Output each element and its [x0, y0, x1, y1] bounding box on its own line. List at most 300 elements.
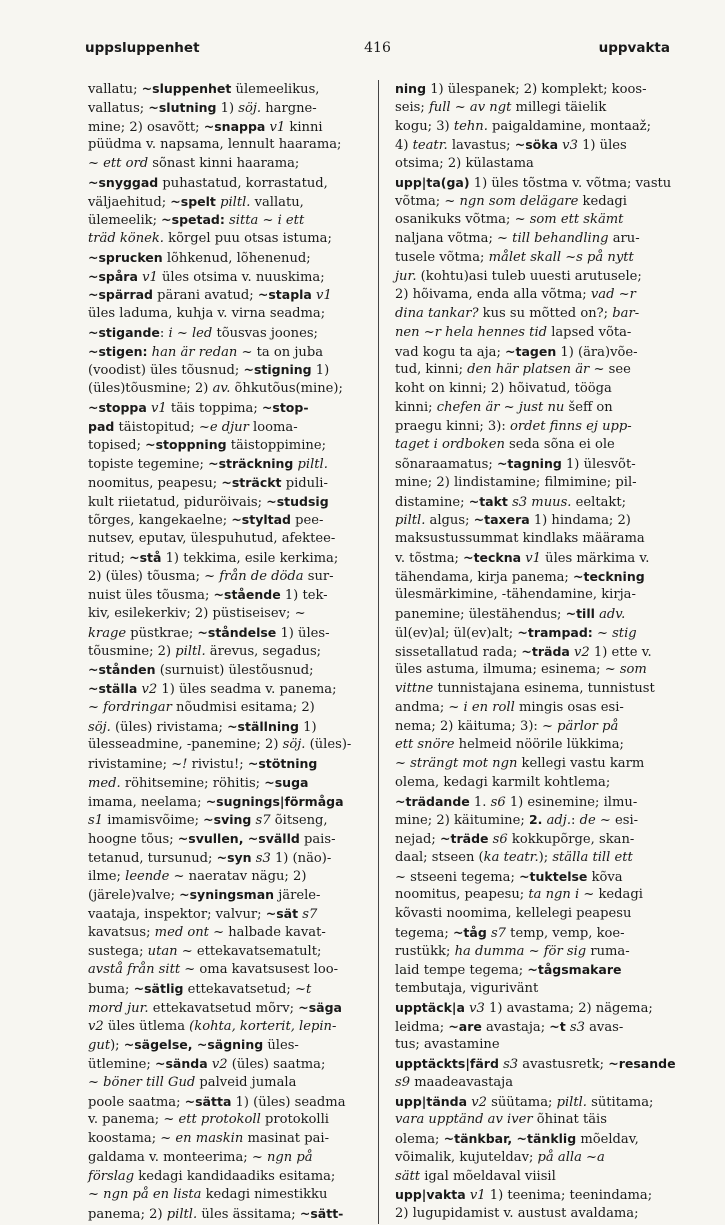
text-line [395, 568, 680, 587]
text-run: kedagi nimestikku [201, 1187, 328, 1203]
text-run: 1) [216, 100, 239, 116]
text-line [88, 249, 370, 268]
text-run: topised; [88, 438, 146, 454]
headword: ~slutning [148, 99, 217, 115]
text-run: sur- [303, 568, 334, 584]
text-line [395, 343, 680, 362]
text-run: mine; 2) osavõtt; [88, 119, 204, 135]
text-run: dina tankar? [395, 306, 479, 321]
text-line [88, 586, 370, 605]
text-line [395, 361, 680, 380]
text-run: mõeldav, [576, 1132, 639, 1147]
text-run: kõrgel puu otsas istuma; [163, 231, 332, 246]
text-line [88, 718, 370, 737]
text-line [395, 380, 680, 399]
text-run: õhinat täis [532, 1112, 607, 1128]
text-line [88, 343, 370, 362]
text-run: piltl. [175, 643, 206, 659]
text-run: üles laduma, kuhja v. virna seadma; [88, 306, 326, 321]
text-line [88, 868, 370, 887]
text-run: s7 [490, 925, 507, 941]
text-run: olema, kedagi karmilt kohtlema; [395, 774, 611, 790]
text-line [88, 1036, 370, 1055]
text-run: ilme; [88, 868, 126, 884]
text-run: piduli- [281, 475, 328, 491]
text-run: 1) (näo)- [270, 850, 332, 866]
text-run: 1. [469, 794, 491, 810]
text-line [88, 211, 370, 230]
text-run: s7 [255, 813, 271, 829]
text-run: üles astuma, ilmuma; esinema; [395, 662, 605, 678]
text-run: 1) üles- [276, 625, 330, 641]
text-run: täis toppima; [166, 400, 262, 416]
text-run: jur. [395, 268, 417, 284]
headword: ~syningsman [179, 887, 275, 903]
text-run: ülemeelik; [88, 213, 162, 229]
text-line [88, 943, 370, 962]
text-run: noomitus, peapesu; [88, 475, 222, 491]
headword: ~trampad: [517, 624, 593, 640]
text-line [395, 230, 680, 249]
text-run: leende ~ [125, 868, 185, 884]
text-line [88, 436, 370, 455]
text-line [395, 305, 680, 324]
text-line [395, 1074, 680, 1093]
text-line [88, 1111, 370, 1130]
text-run: 1) tek- [280, 588, 328, 604]
headword: ~stapla [257, 287, 312, 303]
text-run: järele- [274, 888, 321, 904]
text-run: maadeavastaja [410, 1074, 514, 1090]
text-line [395, 718, 680, 737]
text-line [395, 886, 680, 905]
text-run: ordet finns ej upp- [509, 418, 632, 434]
text-run: piltl. [166, 1207, 198, 1222]
text-line [88, 1074, 370, 1093]
text-line [88, 305, 370, 324]
text-run: üles ütlema [103, 1018, 190, 1034]
text-run: den här platsen är ~ [467, 362, 605, 378]
text-line [395, 174, 680, 193]
text-run: tetanud, tursunud; [88, 850, 217, 866]
text-run: 1) avastama; 2) nägema; [484, 1000, 653, 1016]
text-run: med ont ~ [154, 924, 225, 940]
text-run: tembutaja, vigurivänt [395, 981, 539, 996]
text-run: üles otsima v. nuuskima; [157, 269, 325, 285]
text-run: 1) ülespanek; 2) komplekt; koos- [426, 82, 647, 97]
headword: ~sprucken [88, 249, 163, 265]
headword: ~stående [213, 587, 281, 603]
text-line [88, 1186, 370, 1205]
headword: ~styltad [231, 512, 292, 528]
headword: ~snyggad [88, 174, 159, 190]
text-run: (üles)tõusmine; 2) [88, 381, 213, 396]
text-run: ettekavatsetud mõrv; [148, 1000, 299, 1016]
text-run: ~ ngn som delägare [444, 193, 579, 209]
text-run: ett snöre [395, 737, 455, 753]
headword: ~sätt- [299, 1206, 344, 1221]
text-line [88, 99, 370, 118]
text-line [88, 1130, 370, 1149]
text-line [88, 380, 370, 399]
text-run: hargne- [261, 100, 317, 116]
text-run: kavatsus; [88, 924, 155, 940]
headword: ~sända [155, 1056, 208, 1071]
headword: upptäckts|färd [395, 1056, 499, 1071]
text-run: ta ngn i ~ [528, 887, 595, 903]
text-run: imama, neelama; [88, 794, 206, 810]
text-run: kogu; 3) [395, 118, 454, 134]
text-line [88, 886, 370, 905]
text-run: avastusretk; [518, 1057, 609, 1072]
text-run: üles- [263, 1038, 299, 1054]
text-run: taget i ordboken [395, 437, 505, 453]
text-run: mord jur. [88, 1000, 149, 1016]
headword: ~stigande [88, 324, 160, 340]
text-run: koostama; [88, 1131, 161, 1146]
page-number: 416 [364, 40, 391, 56]
text-run: : [571, 813, 580, 829]
text-run: kinni; [395, 399, 437, 415]
headword: ~sägelse, ~sägning [123, 1037, 264, 1053]
text-run: v1 [269, 119, 286, 135]
running-head-left: uppsluppenhet [85, 40, 200, 56]
text-line [395, 1186, 680, 1205]
text-run: nejad; [395, 832, 441, 847]
text-line [395, 249, 680, 268]
text-run: pais- [299, 832, 336, 847]
text-line [88, 1055, 370, 1074]
text-line [88, 230, 370, 249]
text-run: piltl. [556, 1094, 587, 1110]
text-run: v. panema; [88, 1112, 164, 1128]
text-line [88, 80, 370, 99]
text-run: õhkutõus(mine); [230, 381, 343, 396]
text-line [395, 774, 680, 793]
text-run: söj. [282, 737, 306, 753]
text-line [88, 455, 370, 474]
text-run: ~ böner till Gud [88, 1074, 196, 1090]
text-run: 1) üles tõstma v. võtma; vastu [469, 175, 672, 191]
headword: ~tänkbar, ~tänklig [443, 1131, 577, 1146]
text-run: ta on juba [252, 344, 324, 360]
text-run: osanikuks võtma; [395, 212, 515, 228]
text-line [88, 549, 370, 568]
headword: ~ståndelse [197, 624, 277, 640]
headword: ~stoppning [145, 437, 227, 453]
text-run: i ~ led [168, 325, 213, 341]
text-run: (üles) rivistama; [110, 719, 228, 735]
text-run: röhitsemine; röhitis; [120, 775, 265, 791]
text-run: v2 [141, 682, 158, 697]
text-run: v1 [142, 269, 158, 285]
text-run: süütama; [486, 1094, 557, 1110]
text-run: avstå från sitt ~ [88, 962, 196, 978]
text-run: õitseng, [270, 813, 328, 829]
text-run: piltl. [395, 513, 426, 529]
text-run: ~ till behandling [497, 231, 609, 246]
text-run: kõva [587, 869, 623, 885]
text-run: v. tõstma; [395, 550, 464, 566]
text-line [395, 1111, 680, 1130]
text-run: gut [88, 1038, 111, 1054]
headword: ~sätta [184, 1093, 232, 1109]
text-run: buma; [88, 982, 134, 997]
text-run: 1) (üles) seadma [231, 1094, 346, 1110]
headword: ~t [549, 1018, 566, 1034]
text-run: vad kogu ta aja; [395, 344, 506, 360]
text-run: tus; avastamine [395, 1037, 500, 1053]
headword: ~stoppa [88, 399, 147, 415]
headword: ~stötning [247, 756, 318, 771]
text-run: ettekavatsematult; [192, 943, 322, 959]
headword: ~sträckt [221, 474, 282, 490]
text-run: kedagi [578, 193, 627, 209]
text-run: 1) üles seadma v. panema; [157, 682, 337, 697]
text-run: kellegi vastu karm [517, 756, 645, 771]
text-run: tähendama, kirja panema; [395, 569, 573, 585]
text-line [88, 680, 370, 699]
headword: ~stop- [261, 399, 309, 415]
text-line [395, 1168, 680, 1187]
text-line [88, 418, 370, 437]
headword: ~takt [468, 493, 508, 509]
text-run: otsima; 2) külastama [395, 156, 534, 171]
text-run: v2 [574, 644, 590, 660]
text-run: 1) hindama; 2) [529, 513, 631, 529]
text-line [395, 736, 680, 755]
text-line [395, 1205, 680, 1224]
text-run: med. [88, 775, 121, 791]
text-run: noomitus, peapesu; [395, 887, 529, 903]
text-run: bar- [612, 306, 640, 321]
text-run: tunnistajana esinema, tunnistust [433, 681, 655, 696]
text-line [395, 493, 680, 512]
text-line [88, 830, 370, 849]
text-run: krage [88, 625, 127, 641]
text-line [88, 1168, 370, 1187]
text-run: sõnast kinni haarama; [148, 156, 300, 171]
text-run: ülemeelikus, [231, 82, 320, 97]
headword: ~are [448, 1018, 482, 1034]
headword: ~spelt [170, 193, 216, 209]
text-run: nuist üles tõusma; [88, 588, 214, 604]
text-run: täistoppimine; [226, 438, 326, 454]
text-run: ütlemine; [88, 1057, 155, 1072]
text-line [395, 136, 680, 155]
text-run: ); [110, 1038, 124, 1054]
text-run: koht on kinni; 2) hõivatud, tööga [395, 381, 612, 396]
text-line [395, 118, 680, 137]
text-run: (üles) saatma; [227, 1057, 326, 1072]
text-run: träd könek. [88, 231, 164, 246]
text-run: målet skall ~s på nytt [488, 249, 634, 265]
text-run: mine; 2) käitumine; [395, 813, 529, 829]
text-run: ~ fordringar [88, 699, 172, 715]
text-line [88, 511, 370, 530]
headword: ~teckning [573, 568, 645, 584]
text-run: tehn. [453, 118, 488, 134]
headword: ~snappa [203, 118, 266, 134]
headword: ~säga [298, 999, 342, 1015]
text-line [395, 755, 680, 774]
text-run: 1) tekkima, esile kerkima; [161, 550, 339, 566]
text-run: avas- [584, 1019, 624, 1035]
headword: ~stigning [243, 362, 312, 378]
text-line [88, 155, 370, 174]
headword: ~sträckning [208, 456, 294, 471]
text-run: 2) (üles) tõusma; [88, 568, 205, 584]
text-line [395, 286, 680, 305]
text-line [395, 830, 680, 849]
text-run: (kohtu)asi tuleb uuesti arutusele; [416, 268, 642, 284]
text-run: ~ en maskin [160, 1131, 244, 1146]
text-run: v2 [88, 1018, 104, 1034]
text-line [395, 793, 680, 812]
headword: ~tagning [496, 456, 562, 471]
text-run: rustükk; [395, 943, 455, 959]
text-run: kiv, esilekerkiv; 2) püstiseisev; [88, 606, 295, 621]
text-run: vittne [395, 681, 434, 696]
text-run: sitta ~ i ett [229, 213, 305, 229]
text-run: ka teatr. [483, 849, 539, 865]
headword: ~suga [264, 774, 309, 790]
text-run: temp, vemp, koe- [506, 925, 625, 941]
text-run: 2) hõivama, enda alla võtma; [395, 287, 591, 303]
text-run: 1) ülesvõt- [561, 457, 636, 472]
text-run: 1) ette v. [589, 644, 652, 660]
text-run: rivistu!; [187, 757, 248, 772]
text-run: vallatu, [250, 194, 304, 210]
headword: ~ställning [227, 718, 300, 734]
page-header [85, 40, 670, 62]
text-run: mine; 2) lindistamine; filmimine; pil- [395, 474, 637, 490]
headword: ~resande [608, 1056, 676, 1071]
text-run: eeltakt; [571, 494, 626, 510]
text-line [88, 1018, 370, 1037]
text-run: lõhkenud, lõhenenud; [162, 250, 311, 266]
text-run: kinni [285, 119, 323, 135]
text-run: ); [538, 849, 553, 865]
text-run: v2 [211, 1057, 228, 1072]
text-line [395, 661, 680, 680]
text-run: s3 [503, 1057, 519, 1072]
text-run: praegu kinni; 3): [395, 418, 510, 434]
text-line [88, 286, 370, 305]
text-run: nen ~r hela hennes tid [395, 324, 548, 340]
text-run: (üles)- [305, 737, 352, 753]
dictionary-column-left [88, 80, 379, 1224]
text-line [395, 436, 680, 455]
text-run: de ~ [579, 813, 611, 829]
text-run: söj. [88, 719, 111, 735]
headword: ~söka [514, 137, 558, 153]
text-run: millegi täielik [511, 99, 607, 115]
headword: upptäck|a [395, 999, 465, 1015]
text-run: üles märkima v. [540, 550, 650, 566]
text-line [395, 643, 680, 662]
text-run: s3 [255, 850, 271, 866]
text-line [395, 474, 680, 493]
text-line [88, 924, 370, 943]
text-run: 1) (ära)võe- [556, 344, 638, 360]
text-line [88, 961, 370, 980]
text-line [395, 211, 680, 230]
text-line [88, 774, 370, 793]
text-line [395, 80, 680, 99]
text-run: andma; [395, 699, 449, 715]
text-run: v1 [316, 288, 332, 304]
text-run: ha dumma ~ för sig [454, 943, 587, 959]
text-run: s9 [395, 1074, 411, 1090]
headword: ~tuktelse [519, 868, 588, 884]
text-run: (voodist) üles tõusnud; [88, 363, 244, 379]
headword: ~till [565, 606, 595, 621]
text-run: distamine; [395, 494, 469, 510]
text-run: adj. [546, 813, 571, 829]
text-run: v1 [150, 400, 167, 416]
text-run: vallatu; [88, 82, 142, 97]
text-run: nema; 2) käituma; 3): [395, 718, 543, 734]
text-run: protokolli [260, 1112, 329, 1128]
text-run: ~t [294, 982, 312, 997]
text-run: imamisvõime; [103, 813, 204, 829]
text-run: see [604, 362, 631, 378]
text-run: ~ strängt mot ngn [395, 756, 518, 771]
text-run: stseeni tegema; [405, 869, 520, 885]
text-line [395, 586, 680, 605]
headword: ~spärrad [88, 287, 154, 303]
text-run: vad ~r [590, 287, 636, 303]
text-run: han är redan ~ [151, 344, 253, 360]
text-line [395, 1055, 680, 1074]
text-run: leidma; [395, 1019, 449, 1035]
text-run: naeratav nägu; 2) [184, 868, 307, 884]
text-run: oma kavatsusest loo- [195, 962, 339, 978]
text-run: avastaja; [481, 1019, 550, 1035]
headword: ~stånden [88, 662, 156, 678]
text-run: piltl. [297, 457, 328, 472]
text-run: aru- [608, 231, 640, 246]
text-run: igal mõeldaval viisil [420, 1168, 556, 1184]
headword: ~syn [216, 849, 252, 865]
text-run: ~ som ett skämt [514, 212, 624, 228]
headword: ~spåra [88, 268, 138, 284]
headword: ~svullen, ~svälld [177, 831, 300, 846]
headword: ~sät [265, 906, 299, 921]
text-run: ruma- [586, 943, 630, 959]
text-run: võtma; [395, 193, 445, 209]
text-run: s3 muus. [512, 494, 572, 510]
headword: ~studsig [266, 493, 329, 509]
text-run: algus; [425, 513, 474, 529]
dictionary-column-right [395, 80, 680, 1224]
text-line [395, 155, 680, 174]
headword: ~sluppenhet [141, 81, 232, 96]
headword: ~tågsmakare [527, 962, 622, 978]
text-run: : [159, 325, 169, 341]
text-run: v3 [469, 1000, 485, 1016]
text-run: v1 [525, 550, 541, 566]
text-line [395, 868, 680, 887]
text-run: galdama v. monteerima; [88, 1149, 252, 1165]
text-run: ~ ngn på [251, 1149, 313, 1165]
text-run: 1) teenima; teenindama; [485, 1188, 653, 1204]
text-run: lavastus; [447, 138, 515, 154]
text-run: nõudmisi esitama; 2) [171, 699, 315, 715]
text-run: v3 [562, 138, 578, 154]
headword: ~träde [440, 831, 489, 846]
